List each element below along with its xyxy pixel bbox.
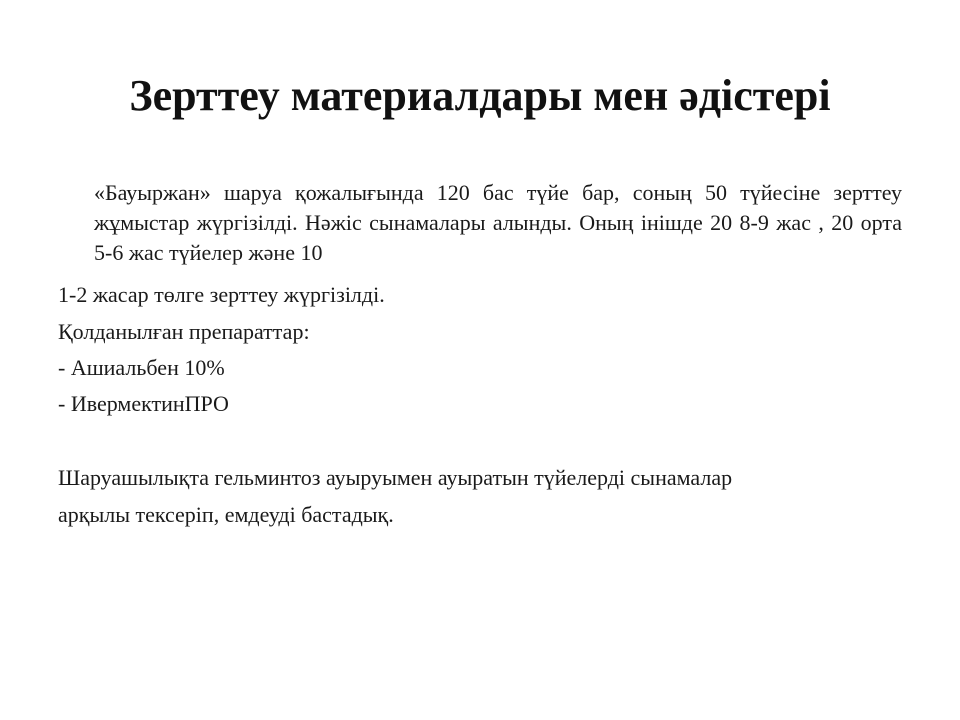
drug-item: - ИвермектинПРО xyxy=(58,391,229,416)
drug-item: - Ашиальбен 10% xyxy=(58,355,225,380)
slide-title: Зерттеу материалдары мен әдістері xyxy=(129,71,831,120)
closing-line: арқылы тексеріп, емдеуді бастадық. xyxy=(58,502,394,527)
drugs-heading: Қолданылған препараттар: xyxy=(58,319,310,344)
closing-line: Шаруашылықта гельминтоз ауыруымен ауыратын түйелерді сынамалар xyxy=(58,465,733,490)
intro-paragraph: «Бауыржан» шаруа қожалығында 120 бас түйе бар, соның 50 түйесіне зерттеу жұмыстар жүргізілді. Нәжіс сынамалары алынды. Оның інішде 20 8-9 жас , 20 орта 5-6 жас түйелер және 10 xyxy=(94,180,902,265)
continuation-line: 1-2 жасар төлге зерттеу жүргізілді. xyxy=(58,282,385,307)
